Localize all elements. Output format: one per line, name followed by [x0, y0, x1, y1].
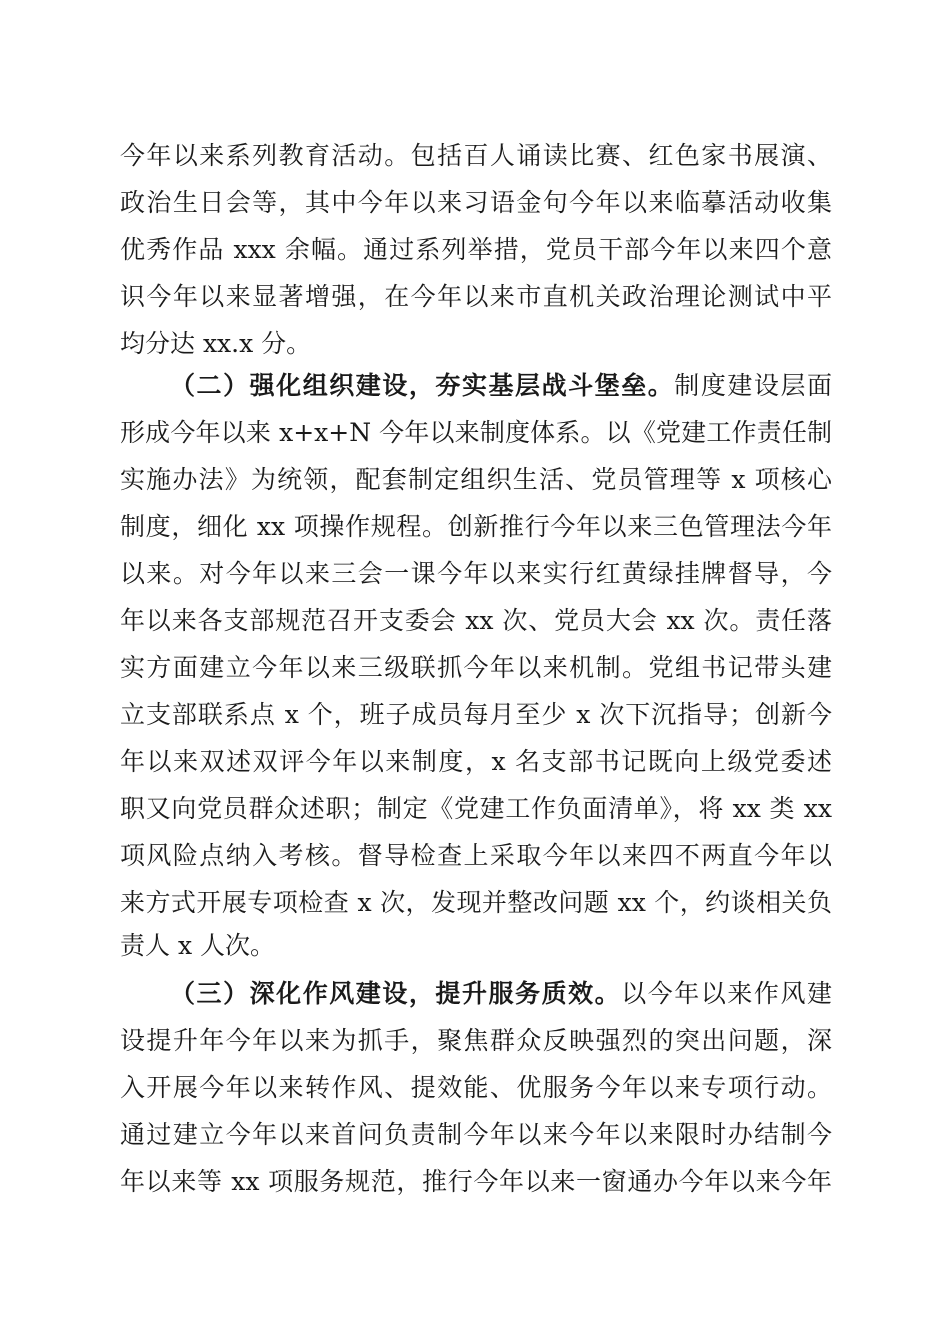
text-line: 政治生日会等，其中今年以来习语金句今年以来临摹活动收集 — [120, 188, 832, 217]
text-line: 年以来双述双评今年以来制度，x 名支部书记既向上级党委述 — [120, 747, 832, 776]
section-heading: （二）强化组织建设，夯实基层战斗堡垒。 — [170, 371, 675, 400]
text-line: 实施办法》为统领，配套制定组织生活、党员管理等 x 项核心 — [120, 465, 832, 494]
text-line: 均分达 xx.x 分。 — [120, 329, 312, 358]
text-line: 通过建立今年以来首问负责制今年以来今年以来限时办结制今 — [120, 1120, 832, 1149]
text-line: 责人 x 人次。 — [120, 931, 275, 960]
text-line: 优秀作品 xxx 余幅。通过系列举措，党员干部今年以来四个意 — [120, 235, 832, 264]
section-heading-line — [170, 974, 832, 1014]
heading-line-text: 制度建设层面 — [674, 371, 832, 400]
text-line: 入开展今年以来转作风、提效能、优服务今年以来专项行动。 — [120, 1073, 832, 1102]
text-line: 形成今年以来 x+x+N 今年以来制度体系。以《党建工作责任制 — [120, 418, 832, 447]
text-line: 实方面建立今年以来三级联抓今年以来机制。党组书记带头建 — [120, 653, 832, 682]
text-line: 立支部联系点 x 个，班子成员每月至少 x 次下沉指导；创新今 — [120, 700, 832, 729]
text-line: 来方式开展专项检查 x 次，发现并整改问题 xx 个，约谈相关负 — [120, 888, 832, 917]
text-line: 年以来各支部规范召开支委会 xx 次、党员大会 xx 次。责任落 — [120, 606, 832, 635]
section-heading-line — [170, 366, 832, 406]
text-line: 识今年以来显著增强，在今年以来市直机关政治理论测试中平 — [120, 282, 832, 311]
text-line: 设提升年今年以来为抓手，聚焦群众反映强烈的突出问题，深 — [120, 1026, 832, 1055]
text-line: 今年以来系列教育活动。包括百人诵读比赛、红色家书展演、 — [120, 141, 832, 170]
text-line: 年以来等 xx 项服务规范，推行今年以来一窗通办今年以来今年 — [120, 1167, 832, 1196]
text-line: 项风险点纳入考核。督导检查上采取今年以来四不两直今年以 — [120, 841, 832, 870]
text-line: 职又向党员群众述职；制定《党建工作负面清单》，将 xx 类 xx — [120, 794, 832, 823]
text-line: 制度，细化 xx 项操作规程。创新推行今年以来三色管理法今年 — [120, 512, 832, 541]
section-heading: （三）深化作风建设，提升服务质效。 — [170, 979, 622, 1008]
text-line: 以来。对今年以来三会一课今年以来实行红黄绿挂牌督导，今 — [120, 559, 832, 588]
heading-line-text: 以今年以来作风建 — [621, 979, 832, 1008]
